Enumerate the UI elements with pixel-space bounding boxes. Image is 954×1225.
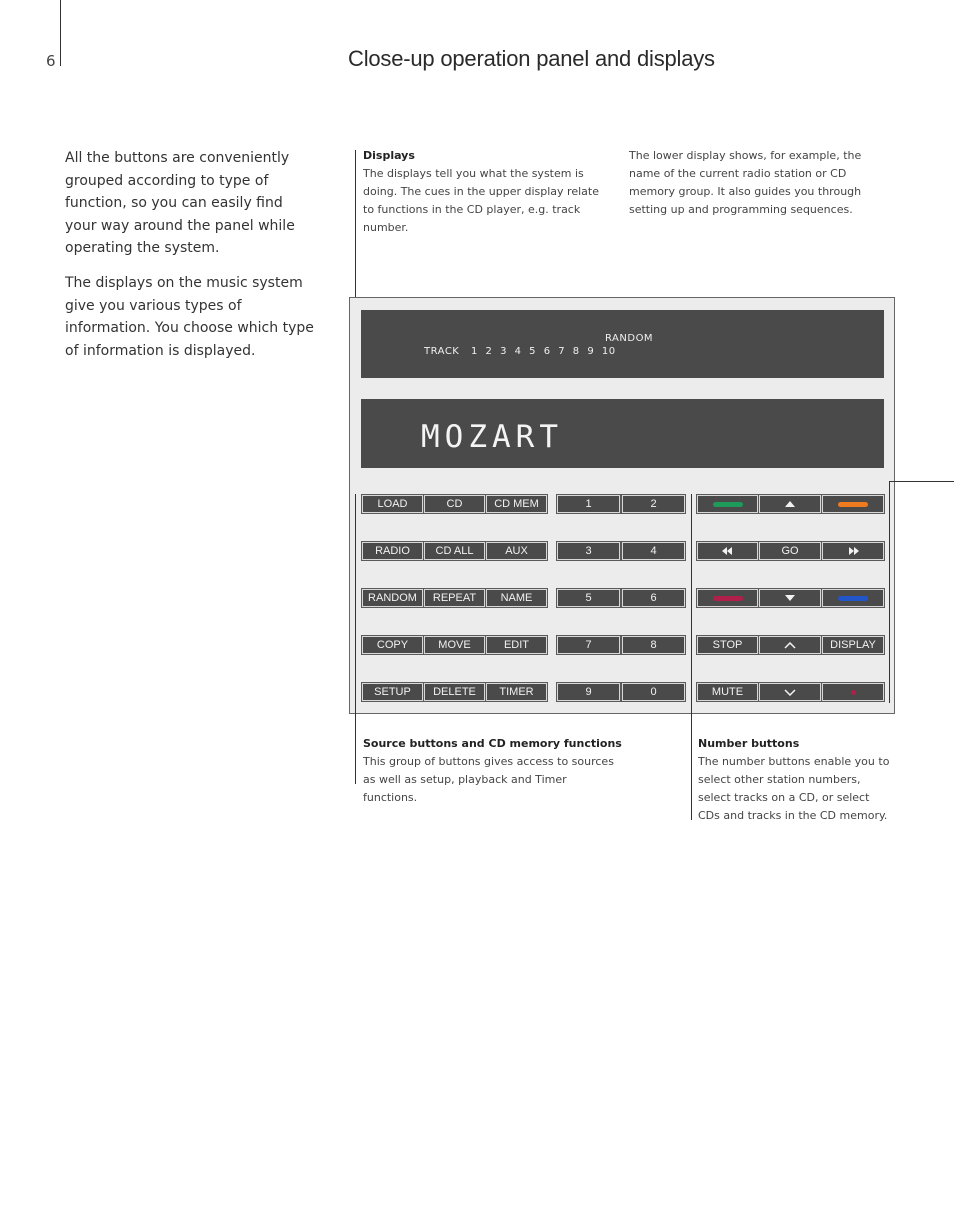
chevron-up-icon (784, 642, 796, 649)
number-buttons-caption (698, 735, 890, 825)
display-track-cue: TRACK (424, 346, 460, 357)
radio-button[interactable]: RADIO (362, 542, 423, 560)
random-button[interactable]: RANDOM (362, 589, 423, 607)
number-group-leader-line (691, 494, 692, 820)
number-4-button[interactable]: 4 (622, 542, 685, 560)
copy-button[interactable]: COPY (362, 636, 423, 654)
fast-forward-icon (848, 547, 859, 555)
chevron-down-icon (784, 689, 796, 696)
lower-display-text: MOZART (421, 419, 563, 455)
number-2-button[interactable]: 2 (622, 495, 685, 513)
move-button[interactable]: MOVE (424, 636, 485, 654)
rewind-button[interactable] (697, 542, 758, 560)
lower-display-caption (629, 147, 893, 219)
number-9-button[interactable]: 9 (557, 683, 620, 701)
source-buttons-text: This group of buttons gives access to sources as well as setup, playback and Timer functions. (363, 755, 614, 804)
number-7-button[interactable]: 7 (557, 636, 620, 654)
nav-group-leader-tick (889, 481, 954, 482)
source-buttons-caption (363, 735, 623, 807)
aux-button[interactable]: AUX (486, 542, 547, 560)
number-8-button[interactable]: 8 (622, 636, 685, 654)
mute-button[interactable]: MUTE (697, 683, 758, 701)
chevron-up-button[interactable] (759, 636, 821, 654)
number-3-button[interactable]: 3 (557, 542, 620, 560)
number-0-button[interactable]: 0 (622, 683, 685, 701)
green-pill-icon (713, 502, 743, 507)
upper-display (361, 310, 884, 378)
repeat-button[interactable]: REPEAT (424, 589, 485, 607)
red-button[interactable] (697, 589, 758, 607)
displays-caption (363, 147, 613, 237)
cd-mem-button[interactable]: CD MEM (486, 495, 547, 513)
intro-paragraph-2: The displays on the music system give you various types of information. You choose which type of information is displayed. (65, 275, 314, 359)
triangle-down-icon (785, 595, 795, 601)
page-margin-line (60, 0, 61, 66)
delete-button[interactable]: DELETE (424, 683, 485, 701)
down-button[interactable] (759, 589, 821, 607)
page-title: Close-up operation panel and displays (348, 46, 715, 71)
display-button[interactable]: DISPLAY (822, 636, 884, 654)
blue-button[interactable] (822, 589, 884, 607)
up-button[interactable] (759, 495, 821, 513)
number-1-button[interactable]: 1 (557, 495, 620, 513)
cd-button[interactable]: CD (424, 495, 485, 513)
number-5-button[interactable]: 5 (557, 589, 620, 607)
number-buttons-heading: Number buttons (698, 737, 800, 750)
cd-all-button[interactable]: CD ALL (424, 542, 485, 560)
source-group-leader-line (355, 494, 356, 784)
blue-pill-icon (838, 596, 868, 601)
triangle-up-icon (785, 501, 795, 507)
stop-button[interactable]: STOP (697, 636, 758, 654)
intro-paragraph-1: All the buttons are conveniently grouped according to type of function, so you can easily find your way around the panel while operating the system. (65, 150, 295, 257)
display-track-numbers: 1 2 3 4 5 6 7 8 9 10 (471, 346, 616, 357)
rewind-icon (722, 547, 733, 555)
fast-forward-button[interactable] (822, 542, 884, 560)
timer-button[interactable]: TIMER (486, 683, 547, 701)
display-random-cue: RANDOM (605, 333, 654, 344)
displays-text: The displays tell you what the system is doing. The cues in the upper display relate to functions in the CD player, e.g. track number. (363, 167, 599, 234)
edit-button[interactable]: EDIT (486, 636, 547, 654)
load-button[interactable]: LOAD (362, 495, 423, 513)
record-dot-icon (851, 690, 856, 695)
red-pill-icon (713, 596, 743, 601)
orange-button[interactable] (822, 495, 884, 513)
chevron-down-button[interactable] (759, 683, 821, 701)
number-buttons-text: The number buttons enable you to select other station numbers, select tracks on a CD, or select CDs and tracks in the CD memory. (698, 755, 890, 822)
go-button[interactable]: GO (759, 542, 821, 560)
record-button[interactable] (822, 683, 884, 701)
lower-display-text: The lower display shows, for example, the name of the current radio station or CD memory group. It also guides you through setting up and programming sequences. (629, 149, 862, 216)
source-buttons-heading: Source buttons and CD memory functions (363, 737, 622, 750)
page-number: 6 (46, 52, 56, 70)
name-button[interactable]: NAME (486, 589, 547, 607)
nav-group-leader-line (889, 481, 890, 703)
number-6-button[interactable]: 6 (622, 589, 685, 607)
orange-pill-icon (838, 502, 868, 507)
green-button[interactable] (697, 495, 758, 513)
setup-button[interactable]: SETUP (362, 683, 423, 701)
displays-heading: Displays (363, 149, 415, 162)
